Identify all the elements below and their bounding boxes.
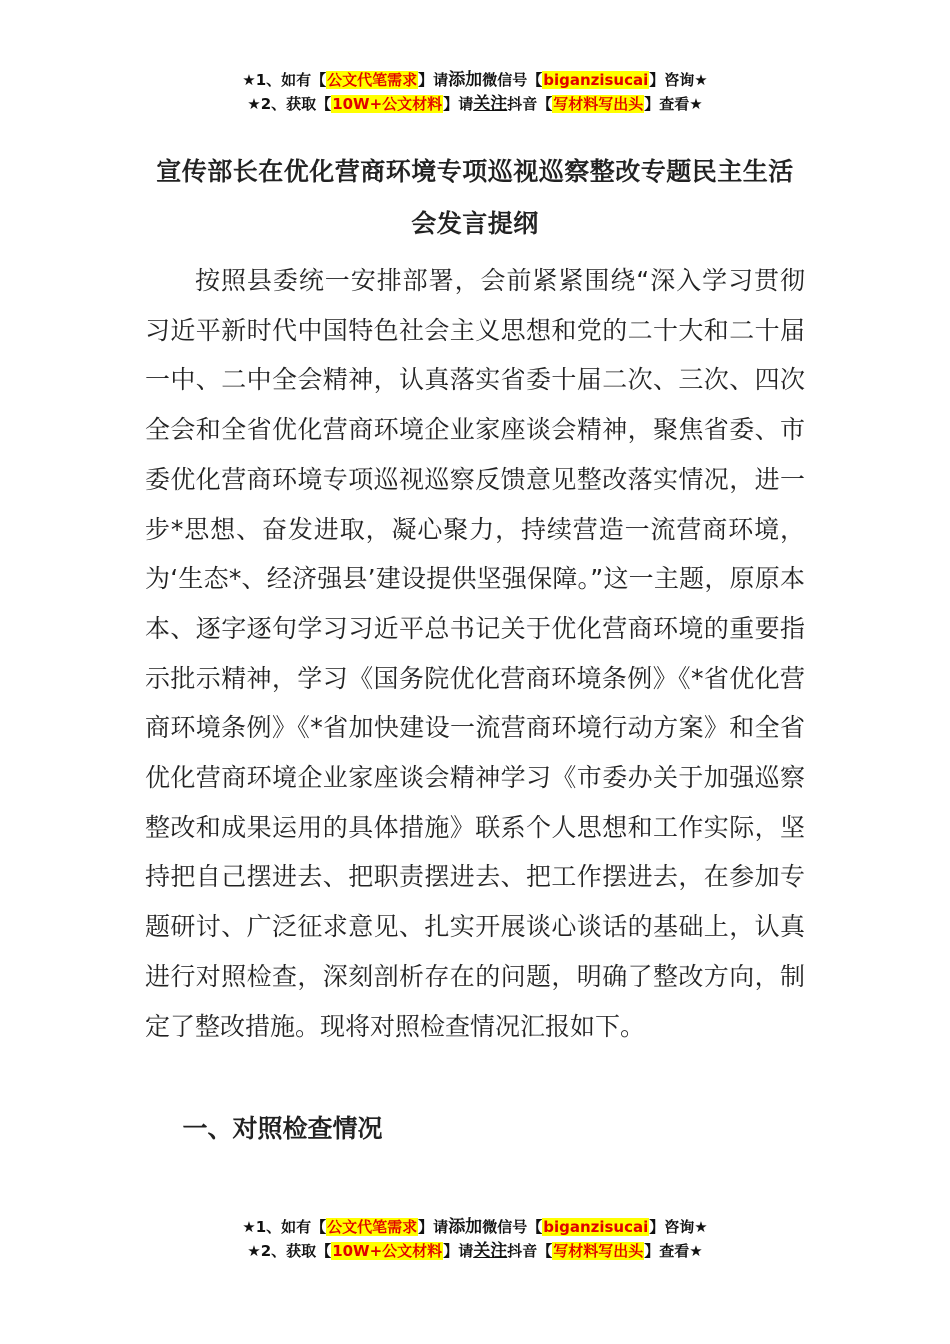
promo-douyin-account: 写材料写出头 <box>553 1242 644 1260</box>
promo-text: ★1、如有【 <box>242 71 327 89</box>
promo-line-1 <box>0 68 950 92</box>
promo-text: 微信号【 <box>482 71 543 89</box>
promo-text: ★2、获取【 <box>247 95 332 113</box>
promo-line-2 <box>0 1239 950 1263</box>
promo-emphasis: 关注 <box>473 94 508 114</box>
document-title: 宣传部长在优化营商环境专项巡视巡察整改专题民主生活会发言提纲 <box>156 157 794 238</box>
promo-text: ★2、获取【 <box>247 1242 332 1260</box>
promo-highlight: 10W+公文材料 <box>332 1242 443 1260</box>
promo-text: 】查看★ <box>644 95 703 113</box>
body-paragraph: 按照县委统一安排部署，会前紧紧围绕“深入学习贯彻习近平新时代中国特色社会主义思想和党的二十大和二十届一中、二中全会精神，认真落实省委十届二次、三次、四次全会和全省优化营商环境企业家座谈会精神，聚焦省委、市委优化营商环境专项巡视巡察反馈意见整改落实情况，进一步*思想、奋发进取，凝心聚力，持续营造一流营商环境，为‘生态*、经济强县’建设提供坚强保障。”这一主题，原原本本、逐字逐句学习习近平总书记关于优化营商环境的重要指示批示精神，学习《国务院优化营商环境条例》《*省优化营商环境条例》《*省加快建设一流营商环境行动方案》和全省优化营商环境企业家座谈会精神学习《市委办关于加强巡察整改和成果运用的具体措施》联系个人思想和工作实际，坚持把自己摆进去、把职责摆进去、把工作摆进去，在参加专题研讨、广泛征求意见、扎实开展谈心谈话的基础上，认真进行对照检查，深刻剖析存在的问题，明确了整改方向，制定了整改措施。现将对照检查情况汇报如下。 <box>145 266 805 1041</box>
promo-highlight: 公文代笔需求 <box>327 1218 418 1236</box>
promo-wechat-id: biganzisucai <box>543 1218 649 1236</box>
header-promo-banner <box>0 68 950 116</box>
promo-text: 】请 <box>443 1242 474 1260</box>
section-heading: 一、对照检查情况 <box>182 1114 383 1143</box>
promo-text: 】查看★ <box>644 1242 703 1260</box>
promo-text: 】请 <box>443 95 474 113</box>
promo-line-1 <box>0 1215 950 1239</box>
promo-text: 微信号【 <box>482 1218 543 1236</box>
promo-emphasis: 关注 <box>473 1241 508 1261</box>
promo-text: 】咨询★ <box>649 1218 708 1236</box>
promo-douyin-account: 写材料写出头 <box>553 95 644 113</box>
promo-line-2 <box>0 92 950 116</box>
promo-text: 抖音【 <box>507 1242 553 1260</box>
promo-text: 抖音【 <box>507 95 553 113</box>
promo-emphasis: 添加 <box>448 1217 483 1237</box>
footer-promo-banner <box>0 1215 950 1263</box>
promo-text: 】请 <box>418 1218 449 1236</box>
promo-text: 】咨询★ <box>649 71 708 89</box>
promo-emphasis: 添加 <box>448 70 483 90</box>
promo-text: 】请 <box>418 71 449 89</box>
promo-text: ★1、如有【 <box>242 1218 327 1236</box>
promo-highlight: 公文代笔需求 <box>327 71 418 89</box>
promo-highlight: 10W+公文材料 <box>332 95 443 113</box>
promo-wechat-id: biganzisucai <box>543 71 649 89</box>
